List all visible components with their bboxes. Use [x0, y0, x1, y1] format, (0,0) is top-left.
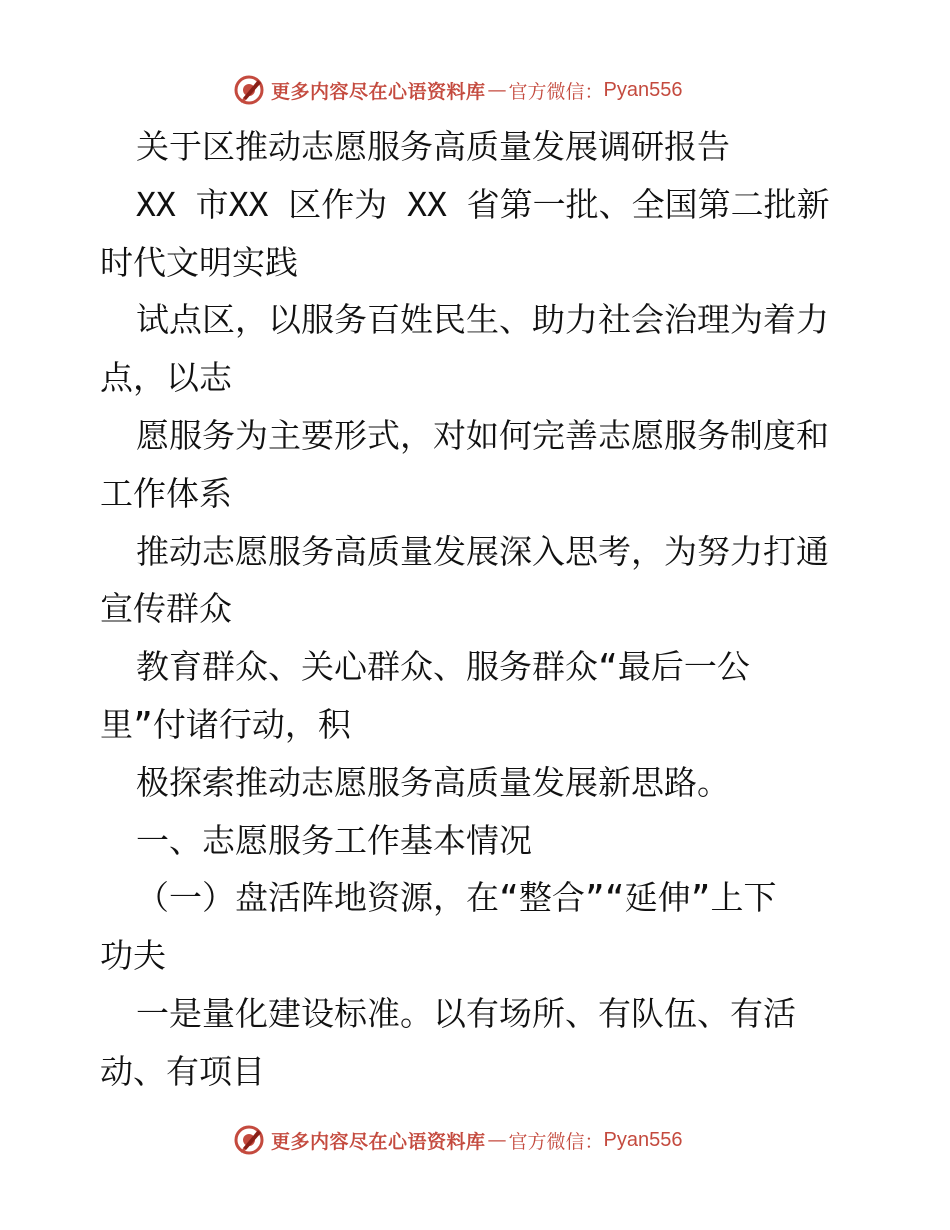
pen-logo-icon [233, 1124, 265, 1156]
watermark-dash: — [487, 1129, 507, 1151]
text-line: 点，以志 [100, 358, 232, 398]
pen-logo-icon [233, 74, 265, 106]
text-line: 功夫 [100, 936, 166, 976]
text-line: 极探索推动志愿服务高质量发展新思路。 [136, 762, 730, 802]
text-line: XX 市XX 区作为 XX 省第一批、全国第二批新 [136, 184, 830, 224]
text-line: 推动志愿服务高质量发展深入思考，为努力打通 [136, 531, 829, 571]
watermark-banner-bottom [233, 1122, 753, 1158]
section-heading: 一、志愿服务工作基本情况 [136, 820, 532, 860]
text-line: 愿服务为主要形式，对如何完善志愿服务制度和 [136, 415, 829, 455]
watermark-wechat-id: Pyan556 [603, 1128, 683, 1151]
document-body [100, 118, 860, 1101]
text-line: 工作体系 [100, 473, 232, 513]
text-line: 里”付诸行动，积 [100, 704, 351, 744]
text-line: 宣传群众 [100, 589, 232, 629]
watermark-wechat-label: 官方微信： [508, 80, 604, 103]
watermark-dash: — [487, 79, 507, 101]
watermark-main-text: 更多内容尽在心语资料库 [271, 80, 486, 103]
watermark-wechat-label: 官方微信： [508, 1130, 604, 1153]
watermark-main-text: 更多内容尽在心语资料库 [271, 1130, 486, 1153]
subsection-heading: （一）盘活阵地资源，在“整合”“延伸”上下 [136, 878, 777, 918]
document-title: 关于区推动志愿服务高质量发展调研报告 [136, 127, 730, 166]
watermark-banner-top [233, 72, 753, 108]
watermark-wechat-id: Pyan556 [603, 78, 683, 101]
text-line: 试点区，以服务百姓民生、助力社会治理为着力 [136, 300, 829, 340]
text-line: 动、有项目 [100, 1051, 265, 1091]
text-line: 一是量化建设标准。以有场所、有队伍、有活 [136, 993, 796, 1033]
text-line: 时代文明实践 [100, 242, 298, 282]
text-line: 教育群众、关心群众、服务群众“最后一公 [136, 647, 750, 687]
